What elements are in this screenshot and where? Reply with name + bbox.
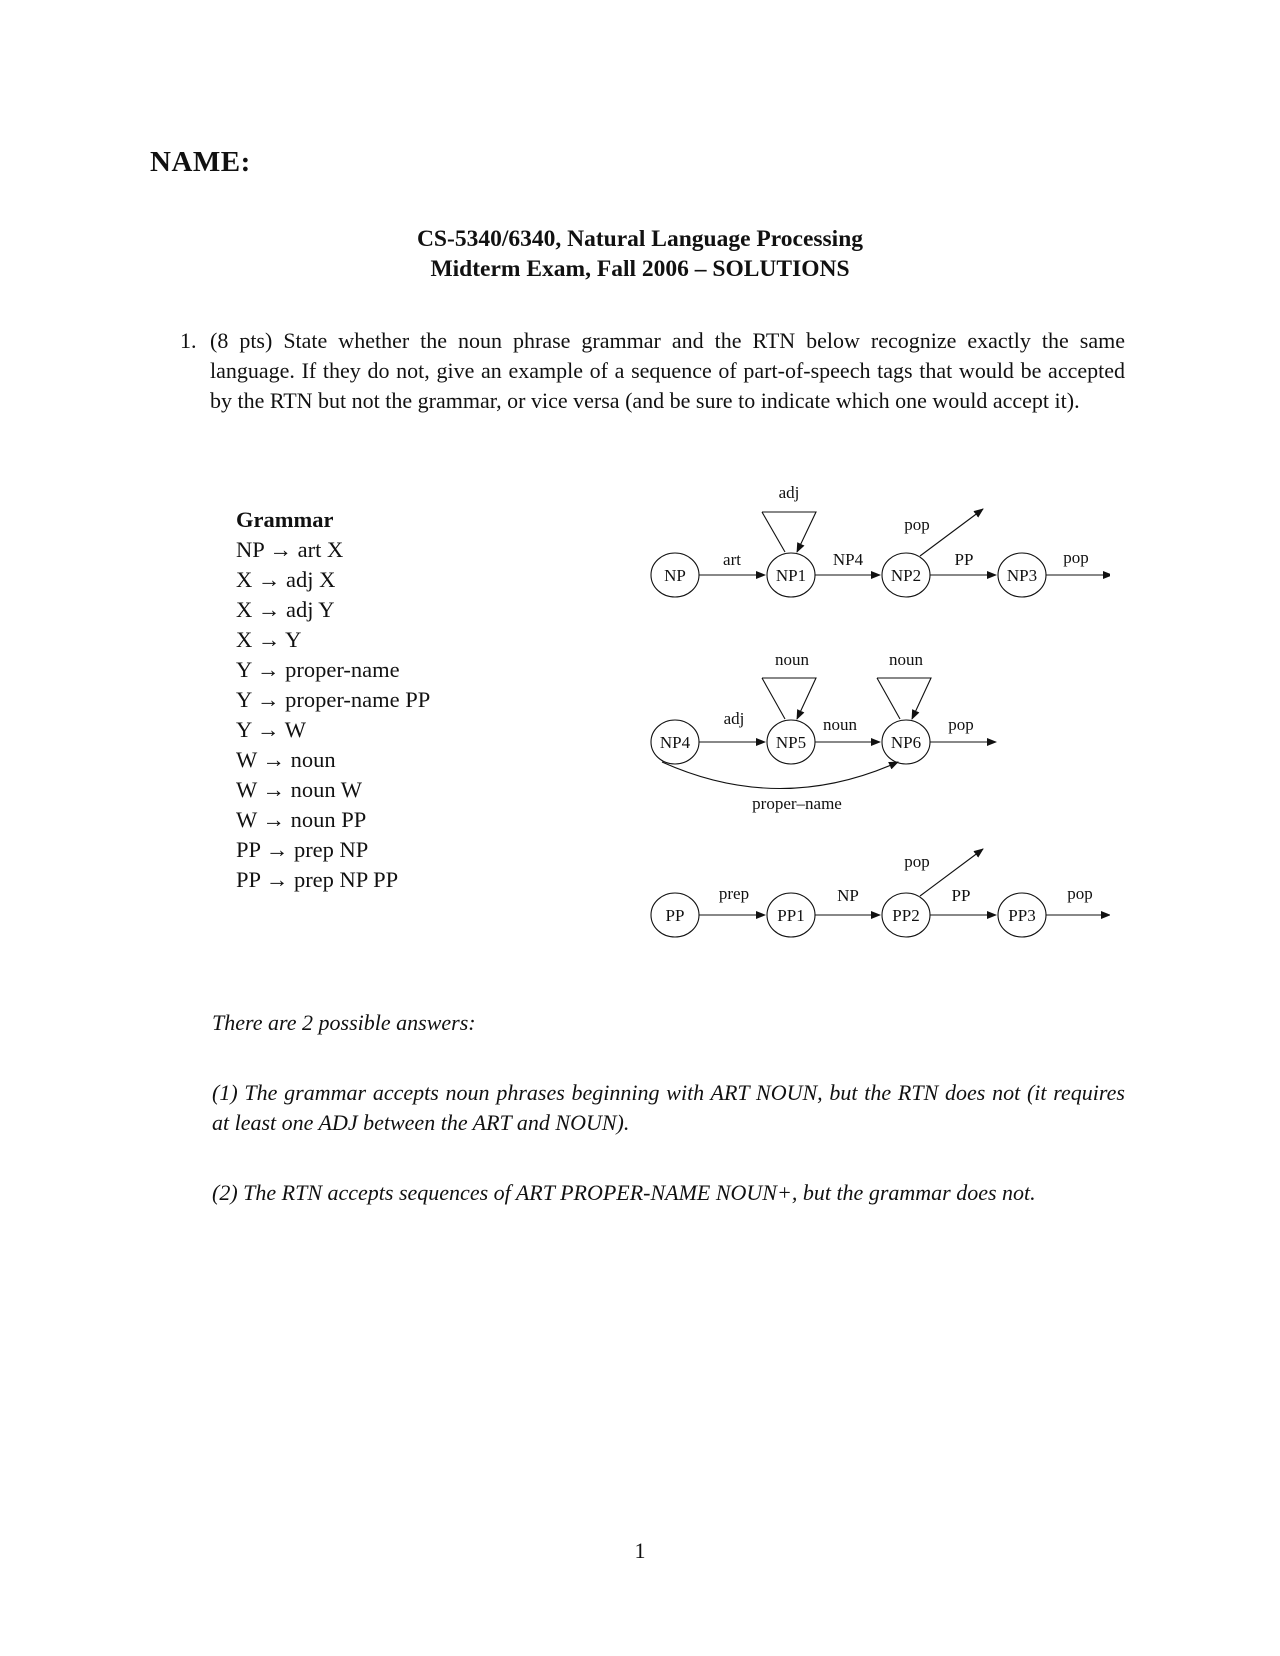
course-title: CS-5340/6340, Natural Language Processing [416, 226, 864, 252]
solution-answer-2: (2) The RTN accepts sequences of ART PROPER-NAME NOUN+, but the grammar does not. [212, 1180, 1036, 1205]
node-label: NP4 [659, 733, 691, 752]
loop-adj-left [762, 512, 785, 552]
arc-label: pop [1063, 548, 1089, 567]
arc-label: adj [723, 709, 745, 728]
node-label: NP1 [775, 566, 807, 585]
arc-label: prep [718, 884, 750, 903]
solution-intro: There are 2 possible answers: [212, 1010, 476, 1035]
grammar-rule: PP → prep NP PP [236, 867, 399, 892]
arc-label: pop [904, 852, 930, 871]
arc-label: adj [778, 483, 800, 502]
arc-label: proper–name [752, 794, 842, 813]
rtn-diagram [630, 460, 1110, 940]
loop-noun-np6-left [877, 678, 900, 719]
arc-label: pop [1067, 884, 1093, 903]
node-label: PP3 [1008, 906, 1036, 925]
arc-proper-name [662, 762, 898, 789]
grammar-rule: W → noun [236, 747, 336, 772]
grammar-rule: W → noun PP [236, 807, 367, 832]
node-label: NP2 [890, 566, 922, 585]
grammar-rule: Y → proper-name [236, 657, 400, 682]
arc-label: NP4 [832, 550, 864, 569]
loop-noun-np5 [762, 678, 816, 719]
grammar-rule: NP → art X [236, 537, 344, 562]
grammar-rule: PP → prep NP [236, 837, 369, 862]
node-label: PP2 [892, 906, 920, 925]
node-label: NP6 [890, 733, 922, 752]
node-label: NP3 [1006, 566, 1038, 585]
arc-label: PP [954, 550, 974, 569]
grammar-title: Grammar [236, 507, 334, 532]
arc-label: PP [951, 886, 971, 905]
arc-label: NP [837, 886, 859, 905]
grammar-rule: X → adj Y [236, 597, 335, 622]
node-label: PP1 [777, 906, 805, 925]
grammar-rule: W → noun W [236, 777, 363, 802]
grammar-rule: X → Y [236, 627, 302, 652]
question-1 [180, 326, 1125, 416]
node-label: NP [664, 566, 686, 585]
arc-label: noun [775, 650, 809, 669]
solution-answer-1: (1) The grammar accepts noun phrases beginning with ART NOUN, but the RTN does not (it requires at least one ADJ between the ART and NOUN). [212, 1080, 1125, 1135]
grammar-block [236, 505, 430, 895]
name-label: NAME: [150, 146, 251, 178]
arc-label: pop [904, 515, 930, 534]
exam-subtitle: Midterm Exam, Fall 2006 – SOLUTIONS [430, 256, 850, 282]
arc-label: noun [889, 650, 923, 669]
node-label: NP5 [775, 733, 807, 752]
loop-noun-np5-left [762, 678, 785, 719]
page-number: 1 [634, 1538, 646, 1563]
grammar-rule: Y → W [236, 717, 306, 742]
node-label: PP [665, 906, 685, 925]
exam-title [0, 224, 1280, 284]
solution-block [212, 1008, 1125, 1208]
grammar-rule: Y → proper-name PP [236, 687, 431, 712]
grammar-rule: X → adj X [236, 567, 336, 592]
question-text: (8 pts) State whether the noun phrase grammar and the RTN below recognize exactly the same language. If they do not, give an example of a sequence of part-of-speech tags that would be accepted by the RTN but not the grammar, or vice versa (and be sure to indicate which one would accept it). [210, 328, 1125, 413]
arc-label: noun [823, 715, 857, 734]
question-number: 1. [180, 328, 197, 353]
arc-label: pop [948, 715, 974, 734]
loop-noun-np6 [877, 678, 931, 719]
arc-label: art [723, 550, 741, 569]
loop-adj [762, 512, 816, 552]
